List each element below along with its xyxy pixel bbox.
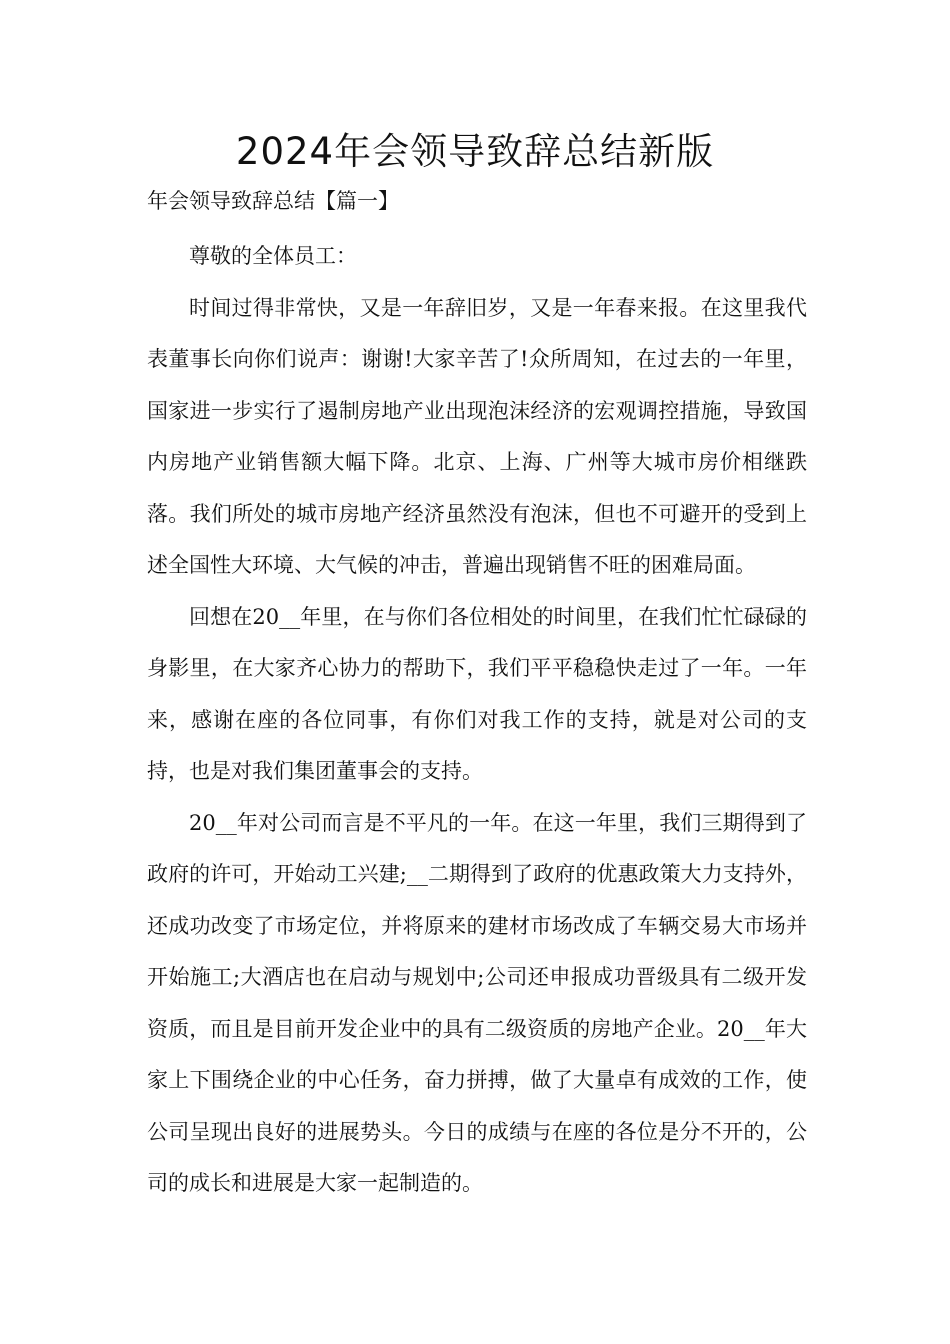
body-paragraph: 20__年对公司而言是不平凡的一年。在这一年里，我们三期得到了政府的许可，开始动工兴建;__二期得到了政府的优惠政策大力支持外，还成功改变了市场定位，并将原来的建材市场改成了车辆交易大市场并开始施工;大酒店也在启动与规划中;公司还申报成功晋级具有二级开发资质，而且是目前开发企业中的具有二级资质的房地产企业。20__年大家上下围绕企业的中心任务，奋力拼搏，做了大量卓有成效的工作，使公司呈现出良好的进展势头。今日的成绩与在座的各位是分不开的，公司的成长和进展是大家一起制造的。 — [147, 810, 807, 1195]
document-title: 2024年会领导致辞总结新版 — [235, 130, 715, 173]
body-paragraph: 回想在20__年里，在与你们各位相处的时间里，在我们忙忙碌碌的身影里，在大家齐心协力的帮助下，我们平平稳稳快走过了一年。一年来，感谢在座的各位同事，有你们对我工作的支持，就是对公司的支持，也是对我们集团董事会的支持。 — [147, 604, 807, 783]
body-paragraph: 时间过得非常快，又是一年辞旧岁，又是一年春来报。在这里我代表董事长向你们说声：谢谢!大家辛苦了!众所周知，在过去的一年里，国家进一步实行了遏制房地产业出现泡沫经济的宏观调控措施，导致国内房地产业销售额大幅下降。北京、上海、广州等大城市房价相继跌落。我们所处的城市房地产经济虽然没有泡沫，但也不可避开的受到上述全国性大环境、大气候的冲击，普遍出现销售不旺的困难局面。 — [147, 295, 807, 577]
salutation-paragraph: 尊敬的全体员工： — [189, 244, 357, 268]
section-heading: 年会领导致辞总结【篇一】 — [147, 189, 399, 213]
document-body — [147, 231, 807, 1210]
